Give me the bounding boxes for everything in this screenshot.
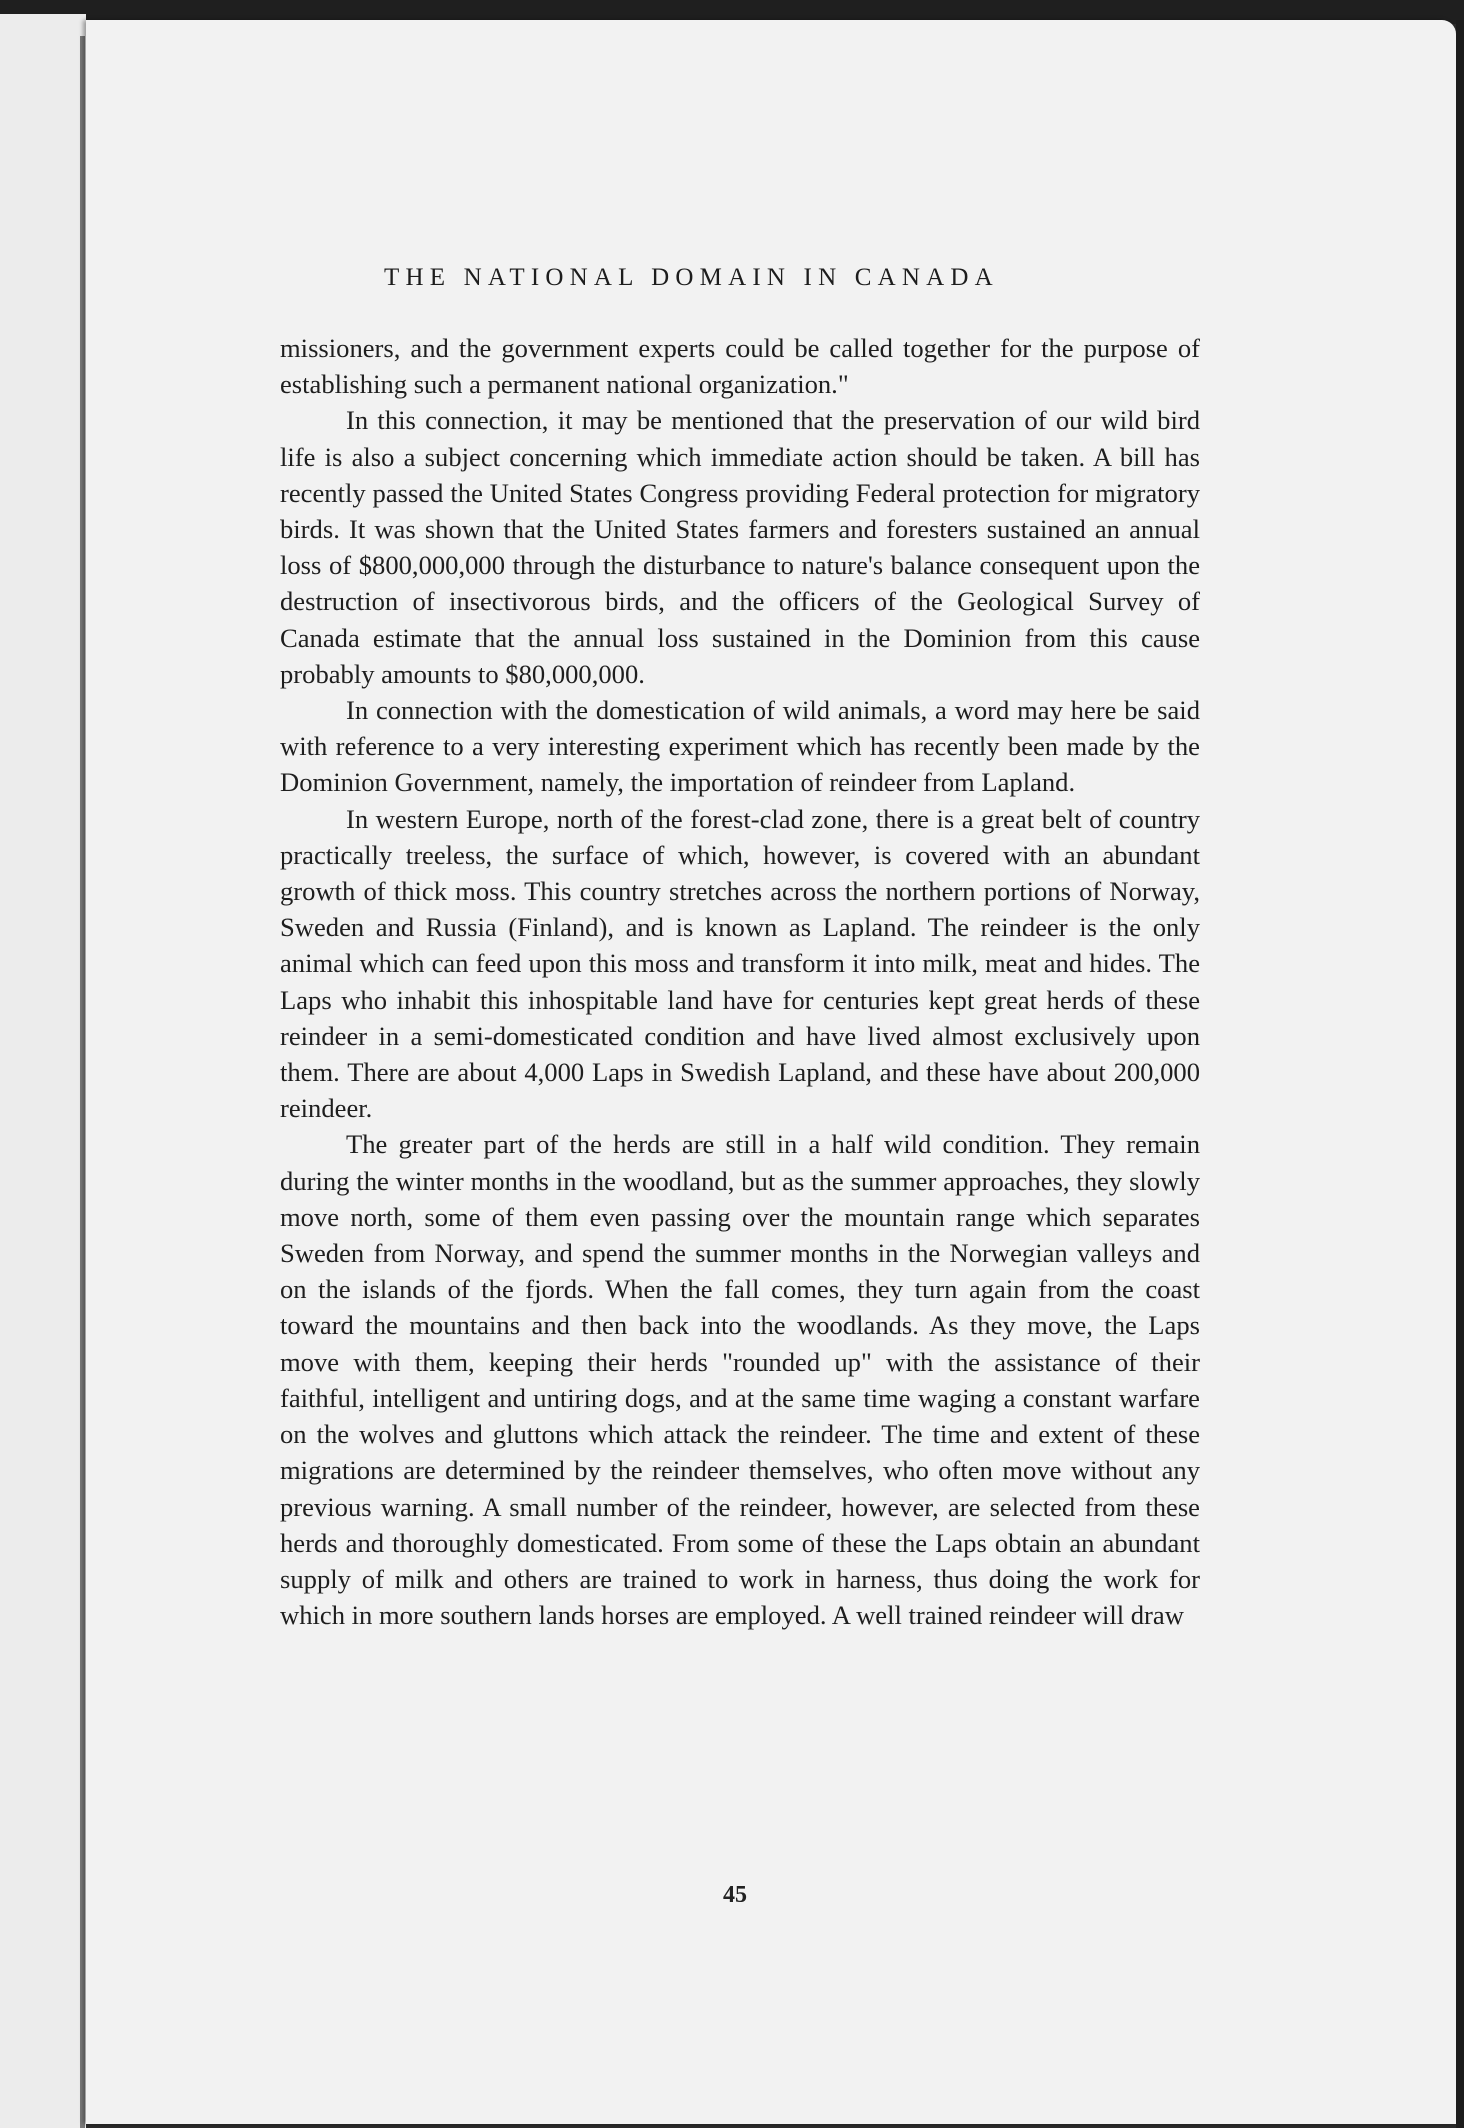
paragraph-lapland: In western Europe, north of the forest-clad zone, there is a great belt of country practically treeless, the surface of which, however, is covered with an abundant growth of thick moss. This country stretches across the northern portions of Norway, Sweden and Russia (Finland), and is known as Lapland. The reindeer is the only animal which can feed upon this moss and transform it into milk, meat and hides. The Laps who inhabit this inhospitable land have for centuries kept great herds of these reindeer in a semi-domesticated condition and have lived almost exclusively upon them. There are about 4,000 Laps in Swedish Lapland, and these have about 200,000 reindeer. [280,803,1200,1124]
page-number: 45 [723,1882,747,1908]
paragraph-bird-life: In this connection, it may be mentioned that the preservation of our wild bird life is also a subject concerning which immediate action should be taken. A bill has recently passed the United States Congress providing Federal protection for migratory birds. It was shown that the United States farmers and foresters sustained an annual loss of $800,000,000 through the disturbance to nature's balance consequent upon the destruction of insectivorous birds, and the officers of the Geological Survey of Canada estimate that the annual loss sustained in the Dominion from this cause probably amounts to $80,000,000. [280,405,1200,689]
paragraph-herds: The greater part of the herds are still in a half wild condition. They remain during the winter months in the woodland, but as the summer approaches, they slowly move north, some of them even passing over the mountain range which separates Sweden from Norway, and spend the summer months in the Norwegian valleys and on the islands of the fjords. When the fall comes, they turn again from the coast toward the mountains and then back into the woodlands. As they move, the Laps move with them, keeping their herds "rounded up" with the assistance of their faithful, intelligent and untiring dogs, and at the same time waging a constant warfare on the wolves and gluttons which attack the reindeer. The time and extent of these migrations are determined by the reindeer themselves, who often move without any previous warning. A small number of the reindeer, however, are selected from these herds and thoroughly domesticated. From some of these the Laps obtain an abundant supply of milk and others are trained to work in harness, thus doing the work for which in more southern lands horses are employed. A well trained reindeer will draw [280,1129,1200,1631]
scan-right-border [1456,20,1464,2128]
body-text [280,330,1200,1633]
paragraph-domestication: In connection with the domestication of wild animals, a word may here be said with reference to a very interesting experiment which has recently been made by the Dominion Government, namely, the importation of reindeer from Lapland. [280,695,1200,798]
page-gutter-shadow [80,36,85,2128]
running-head: THE NATIONAL DOMAIN IN CANADA [384,264,999,291]
previous-page-edge [0,14,86,2128]
paragraph-continued: missioners, and the government experts could be called together for the purpose of establishing such a permanent national organization." [280,333,1200,400]
